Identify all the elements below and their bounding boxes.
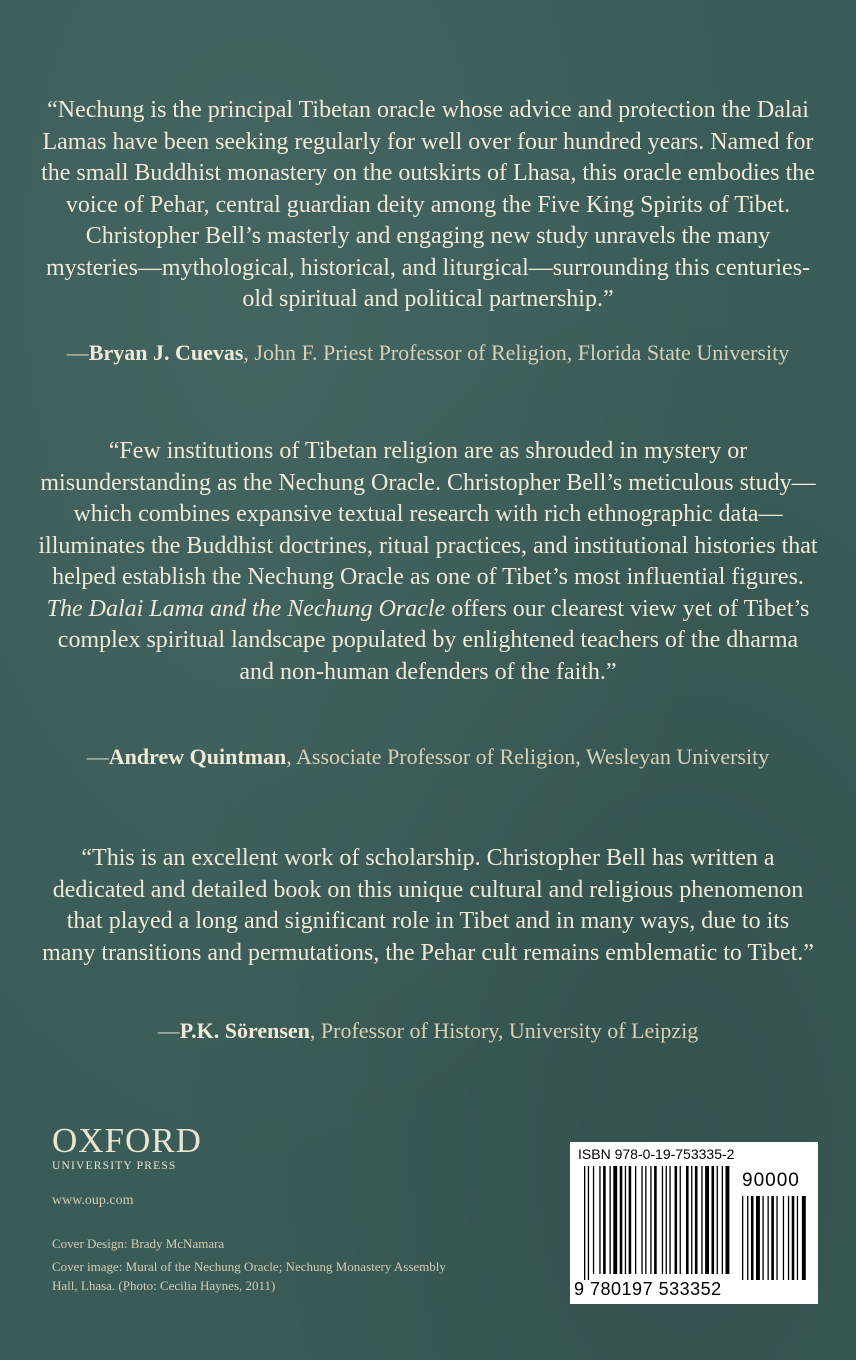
barcode-bar (680, 1166, 681, 1274)
barcode-bar (686, 1166, 689, 1274)
publisher-name: OXFORD (52, 1121, 202, 1160)
addon-bar (783, 1196, 784, 1280)
barcode-bar (662, 1166, 663, 1274)
barcode-bar (712, 1166, 715, 1274)
barcode-bar (701, 1166, 702, 1274)
quote-text-before: “Few institutions of Tibetan religion are as shrouded in mystery or misunderstanding as the Nechung Oracle. Christopher Bell’s meticulous study—which combines expansive textual research with rich ethnographic data—illuminates the Buddhist doctrines, ritual practices, and institutional histories that helped establish the Nechung Oracle as one of Tibet’s most influential figures. (38, 438, 818, 590)
endorsement-quote-3: “This is an excellent work of scholarship. Christopher Bell has written a dedicated and detailed book on this unique cultural and religious phenomenon that played a long and significant role in Tibet and in many ways, due to its many transitions and permutations, the Pehar cult remains emblematic to Tibet.” (42, 845, 814, 966)
barcode-number: 9 780197 533352 (574, 1279, 722, 1299)
barcode-bar (599, 1166, 600, 1274)
endorsement-attribution-2 (38, 741, 818, 772)
barcode-bar (650, 1166, 651, 1274)
addon-bar (802, 1196, 806, 1280)
addon-bar (747, 1196, 748, 1280)
barcode-bar (588, 1166, 589, 1280)
endorser-affiliation: , John F. Priest Professor of Religion, Florida State University (243, 340, 790, 365)
barcode-bar (620, 1166, 623, 1274)
endorsement-quote-1: “Nechung is the principal Tibetan oracle whose advice and protection the Dalai Lamas have been seeking regularly for well over four hundred years. Named for the small Buddhist monastery on the outskirts of Lhasa, this oracle embodies the voice of Pehar, central guardian deity among the Five King Spirits of Tibet. Christopher Bell’s masterly and engaging new study unravels the many mysteries—mythological, historical, and liturgical—surrounding this centuries-old spiritual and political partnership.” (41, 97, 815, 312)
barcode-bar (726, 1166, 730, 1274)
addon-bar (742, 1196, 743, 1280)
addon-bar (788, 1196, 789, 1280)
addon-bar (756, 1196, 760, 1280)
endorsement-attribution-1 (38, 337, 818, 368)
barcode-bar (717, 1166, 718, 1274)
endorsement-attribution-3 (38, 1015, 818, 1046)
barcode-bar (629, 1166, 632, 1274)
barcode-bar (603, 1166, 606, 1274)
isbn-label: ISBN 978-0-19-753335-2 (578, 1146, 735, 1162)
barcode-bar (654, 1166, 657, 1274)
barcode-bar (641, 1166, 642, 1274)
publisher-logo (52, 1123, 204, 1173)
addon-bar (797, 1196, 798, 1280)
publisher-subtitle: UNIVERSITY PRESS (52, 1160, 177, 1172)
barcode-bar (722, 1166, 723, 1274)
book-title: The Dalai Lama and the Nechung Oracle (46, 595, 446, 622)
endorsement-quote-2 (38, 436, 818, 688)
barcode-bar (610, 1166, 611, 1274)
addon-bar (776, 1196, 777, 1280)
addon-bar (771, 1196, 774, 1280)
publisher-url[interactable]: www.oup.com (52, 1193, 134, 1208)
barcode-bar (635, 1166, 636, 1274)
barcode-bar (645, 1166, 646, 1274)
addon-bar (751, 1196, 754, 1280)
endorser-name: Bryan J. Cuevas (88, 340, 244, 365)
barcode-bar (666, 1166, 667, 1274)
barcode-bar (705, 1166, 709, 1274)
cover-design-credit: Cover Design: Brady McNamara (52, 1236, 225, 1251)
cover-image-credit: Cover image: Mural of the Nechung Oracle; Nechung Monastery Assembly Hall, Lhasa. (Photo: Cecilia Haynes, 2011) (52, 1259, 446, 1293)
endorser-affiliation: , Associate Professor of Religion, Wesleyan University (286, 744, 770, 769)
price-code: 90000 (742, 1170, 800, 1191)
barcode-bar (613, 1166, 617, 1274)
endorser-name: P.K. Sörensen (179, 1018, 310, 1043)
barcode-bar (675, 1166, 678, 1274)
quote-text-after: offers our clearest view yet of Tibet’s complex spiritual landscape populated by enlightened teachers of the dharma and non-human defenders of the faith.” (57, 595, 810, 685)
addon-bar (768, 1196, 769, 1280)
barcode-bar (625, 1166, 626, 1274)
barcode-bar (669, 1166, 670, 1274)
endorser-name: Andrew Quintman (108, 744, 287, 769)
attribution-dash: — (86, 744, 109, 769)
isbn-barcode (570, 1142, 818, 1304)
addon-bar (792, 1196, 795, 1280)
barcode-bar (584, 1166, 585, 1280)
barcode-bar (593, 1166, 594, 1274)
barcode-bar (695, 1166, 698, 1274)
attribution-dash: — (157, 1018, 180, 1043)
endorser-affiliation: , Professor of History, University of Leipzig (309, 1018, 699, 1043)
attribution-dash: — (66, 340, 89, 365)
barcode-bar (691, 1166, 692, 1274)
addon-bar (762, 1196, 763, 1280)
